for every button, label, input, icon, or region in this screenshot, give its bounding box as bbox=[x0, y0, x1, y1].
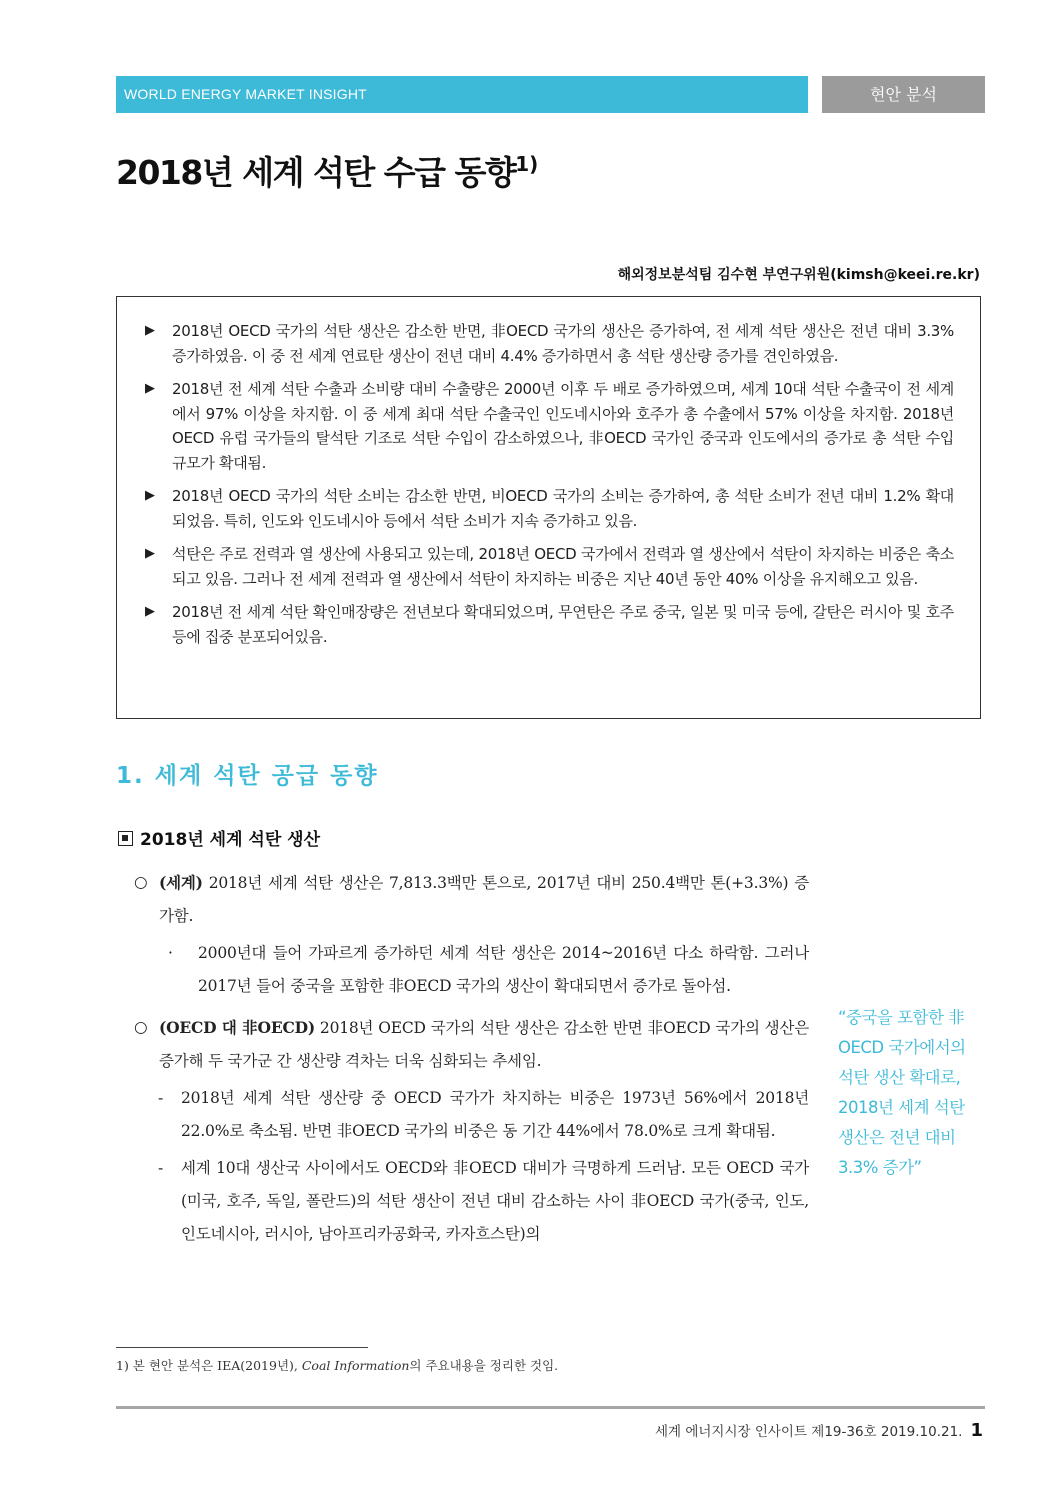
triangle-bullet-icon: ▶ bbox=[145, 488, 155, 503]
body-text bbox=[134, 866, 809, 1251]
dash-bullet-icon: - bbox=[158, 1089, 164, 1107]
section-heading: 1. 세계 석탄 공급 동향 bbox=[116, 763, 379, 789]
triangle-bullet-icon: ▶ bbox=[145, 381, 155, 396]
paragraph-top10: - 세계 10대 생산국 사이에서도 OECD와 非OECD 대비가 극명하게 드러남. 모든 OECD 국가(미국, 호주, 독일, 폴란드)의 석탄 생산이 전년 대비 감소하는 사이 非OECD 국가(중국, 인도, 인도네시아, 러시아, 남아프리카공화국, 카자흐스탄)의 bbox=[134, 1152, 809, 1251]
title-footnote-mark: 1) bbox=[515, 152, 539, 176]
page-footer: 세계 에너지시장 인사이트 제19-36호 2019.10.21. 1 bbox=[654, 1420, 983, 1441]
square-bullet-icon bbox=[118, 831, 133, 846]
triangle-bullet-icon: ▶ bbox=[145, 546, 155, 561]
page-number: 1 bbox=[970, 1420, 983, 1441]
page-title-text: 2018년 세계 석탄 수급 동향 bbox=[116, 153, 516, 192]
subsection-heading: 2018년 세계 석탄 생산 bbox=[118, 825, 320, 850]
summary-item: ▶ 석탄은 주로 전력과 열 생산에 사용되고 있는데, 2018년 OECD 국가에서 전력과 열 생산에서 석탄이 차지하는 비중은 축소되고 있음. 그러나 전 세계 전력과 열 생산에서 석탄이 차지하는 비중은 지난 40년 동안 40% 이상을 유지해오고 있음. bbox=[145, 542, 954, 591]
circle-bullet-icon: ○ bbox=[134, 1018, 148, 1036]
author-line: 해외정보분석팀 김수현 부연구위원(kimsh@keei.re.kr) bbox=[617, 267, 980, 283]
summary-item: ▶ 2018년 전 세계 석탄 확인매장량은 전년보다 확대되었으며, 무연탄은 주로 중국, 일본 및 미국 등에, 갈탄은 러시아 및 호주 등에 집중 분포되어있음. bbox=[145, 600, 954, 649]
header-category-badge: 현안 분석 bbox=[822, 76, 985, 113]
paragraph-oecd-share: - 2018년 세계 석탄 생산량 중 OECD 국가가 차지하는 비중은 1973년 56%에서 2018년 22.0%로 축소됨. 반면 非OECD 국가의 비중은 동 기간 44%에서 78.0%로 크게 확대됨. bbox=[134, 1082, 809, 1148]
footer-divider bbox=[116, 1406, 985, 1409]
triangle-bullet-icon: ▶ bbox=[145, 604, 155, 619]
dot-bullet-icon: · bbox=[168, 944, 173, 962]
summary-item: ▶ 2018년 OECD 국가의 석탄 소비는 감소한 반면, 비OECD 국가의 소비는 증가하여, 총 석탄 소비가 전년 대비 1.2% 확대되었음. 특히, 인도와 인도네시아 등에서 석탄 소비가 지속 증가하고 있음. bbox=[145, 484, 954, 533]
footnote: 1) 본 현안 분석은 IEA(2019년), Coal Information의 주요내용을 정리한 것임. bbox=[116, 1358, 559, 1373]
summary-box bbox=[116, 296, 981, 719]
header-series-bar: WORLD ENERGY MARKET INSIGHT bbox=[116, 76, 808, 113]
paragraph-oecd: ○ (OECD 대 非OECD) 2018년 OECD 국가의 석탄 생산은 감소한 반면 非OECD 국가의 생산은 증가해 두 국가군 간 생산량 격차는 더욱 심화되는 추세임. bbox=[134, 1011, 809, 1078]
page-title bbox=[116, 147, 538, 194]
triangle-bullet-icon: ▶ bbox=[145, 323, 155, 338]
summary-item: ▶ 2018년 OECD 국가의 석탄 생산은 감소한 반면, 非OECD 국가의 생산은 증가하여, 전 세계 석탄 생산은 전년 대비 3.3% 증가하였음. 이 중 전 세계 연료탄 생산이 전년 대비 4.4% 증가하면서 총 석탄 생산량 증가를 견인하였음. bbox=[145, 319, 954, 368]
paragraph-world-detail: · 2000년대 들어 가파르게 증가하던 세계 석탄 생산은 2014~2016년 다소 하락함. 그러나 2017년 들어 중국을 포함한 非OECD 국가의 생산이 확대되면서 증가로 돌아섬. bbox=[134, 937, 809, 1003]
pull-quote: “중국을 포함한 非OECD 국가에서의 석탄 생산 확대로, 2018년 세계 석탄 생산은 전년 대비 3.3% 증가” bbox=[838, 1008, 966, 1177]
footnote-divider bbox=[116, 1347, 368, 1348]
circle-bullet-icon: ○ bbox=[134, 873, 148, 891]
dash-bullet-icon: - bbox=[158, 1159, 164, 1177]
paragraph-world: ○ (세계) 2018년 세계 석탄 생산은 7,813.3백만 톤으로, 2017년 대비 250.4백만 톤(+3.3%) 증가함. bbox=[134, 866, 809, 933]
summary-item: ▶ 2018년 전 세계 석탄 수출과 소비량 대비 수출량은 2000년 이후 두 배로 증가하였으며, 세계 10대 석탄 수출국이 전 세계에서 97% 이상을 차지함. 이 중 세계 최대 석탄 수출국인 인도네시아와 호주가 총 수출에서 57% 이상을 차지함. 2018년 OECD 유럽 국가들의 탈석탄 기조로 석탄 수입이 감소하였으나, 非OECD 국가인 중국과 인도에서의 증가로 총 석탄 수입 규모가 확대됨. bbox=[145, 377, 954, 475]
